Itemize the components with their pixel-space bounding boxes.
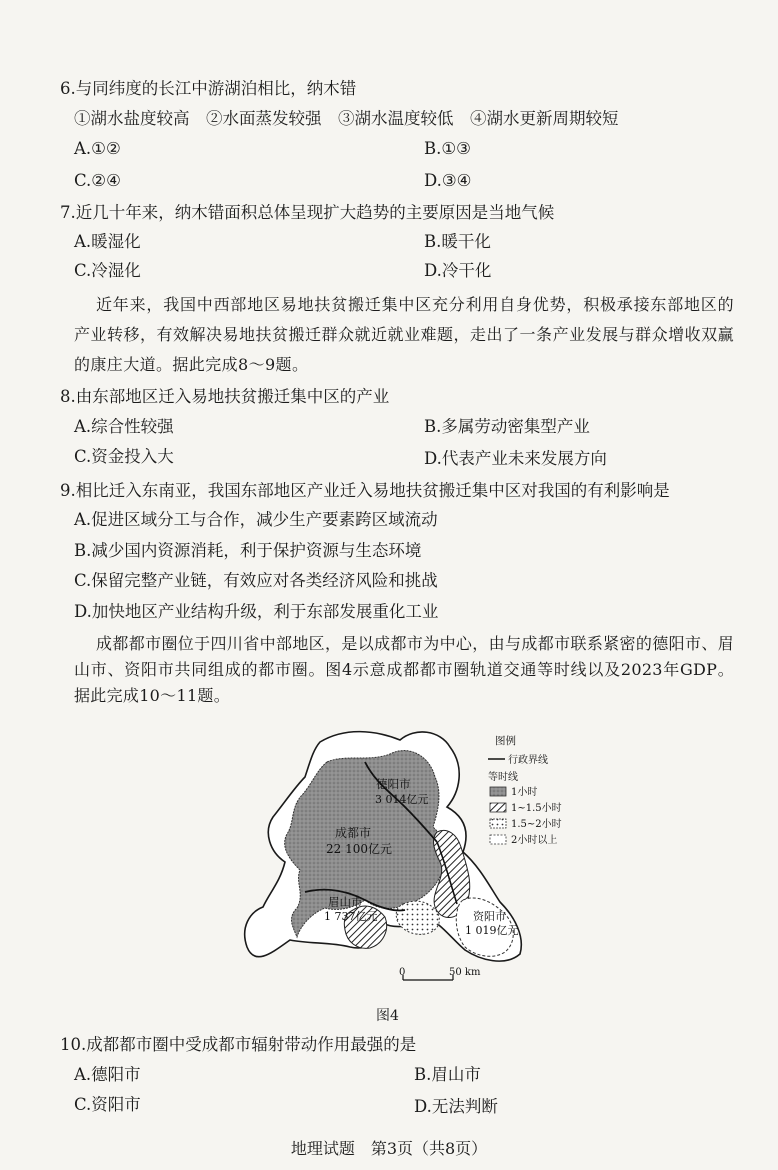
- q10-option-a: A.德阳市: [74, 1065, 141, 1084]
- scale-label-0: 0: [399, 967, 406, 978]
- q7-option-a: A.暖湿化: [74, 232, 141, 251]
- page-footer: 地理试题 第3页（共8页）: [290, 1139, 488, 1158]
- q6-option-c: C.②④: [74, 171, 121, 190]
- q6-option-b: B.①③: [424, 139, 471, 158]
- scale-label-50: 50 km: [449, 967, 481, 978]
- legend-title: 图例: [495, 735, 516, 747]
- label-ziyang-gdp: 1 019亿元: [465, 924, 519, 937]
- q7-option-c: C.冷湿化: [74, 261, 141, 280]
- label-deyang: 德阳市: [376, 777, 411, 791]
- q8-option-b: B.多属劳动密集型产业: [424, 417, 590, 436]
- passage-2: 成都都市圈位于四川省中部地区，是以成都市为中心，由与成都市联系紧密的德阳市、眉山市、资阳市共同组成的都市圈。图4示意成都都市圈轨道交通等时线以及2023年GDP。据此完成10～11题。: [74, 634, 734, 705]
- q6-stem: 6.与同纬度的长江中游湖泊相比，纳木错: [60, 79, 357, 98]
- chengdu-metro-map: [225, 722, 595, 992]
- q10-stem: 10.成都都市圈中受成都市辐射带动作用最强的是: [60, 1035, 417, 1054]
- q8-stem: 8.由东部地区迁入易地扶贫搬迁集中区的产业: [60, 387, 390, 406]
- q7-stem: 7.近几十年来，纳木错面积总体呈现扩大趋势的主要原因是当地气候: [60, 203, 555, 222]
- label-chengdu-gdp: 22 100亿元: [326, 842, 392, 856]
- passage-1: 近年来，我国中西部地区易地扶贫搬迁集中区充分利用自身优势，积极承接东部地区的产业转移，有效解决易地扶贫搬迁群众就近就业难题，走出了一条产业发展与群众增收双赢的康庄大道。据此完成8～9题。: [74, 295, 734, 374]
- legend-1.5-2h-swatch: [490, 819, 506, 828]
- legend-1-1.5h-swatch: [490, 803, 506, 812]
- label-meishan-gdp: 1 737亿元: [324, 910, 378, 923]
- q9-option-a: A.促进区域分工与合作，减少生产要素跨区域流动: [74, 510, 438, 529]
- q6-option-d: D.③④: [424, 171, 472, 190]
- legend-2h-label: 2小时以上: [511, 835, 558, 846]
- q8-option-d: D.代表产业未来发展方向: [424, 449, 607, 468]
- q8-option-c: C.资金投入大: [74, 447, 174, 466]
- q9-option-d: D.加快地区产业结构升级，利于东部发展重化工业: [74, 602, 439, 621]
- q10-option-c: C.资阳市: [74, 1095, 141, 1114]
- q9-option-b: B.减少国内资源消耗，利于保护资源与生态环境: [74, 541, 422, 560]
- legend-2h-swatch: [490, 835, 506, 844]
- map-legend: [488, 734, 562, 846]
- legend-1h-label: 1小时: [511, 787, 538, 798]
- legend-1-1.5h-label: 1~1.5小时: [511, 803, 562, 814]
- q9-option-c: C.保留完整产业链，有效应对各类经济风险和挑战: [74, 571, 438, 590]
- legend-1.5-2h-label: 1.5~2小时: [511, 819, 562, 830]
- q6-items: ①湖水盐度较高 ②水面蒸发较强 ③湖水温度较低 ④湖水更新周期较短: [74, 109, 619, 128]
- q7-option-b: B.暖干化: [424, 232, 491, 251]
- label-deyang-gdp: 3 014亿元: [375, 793, 429, 806]
- figure-caption: 图4: [376, 1008, 399, 1024]
- legend-isochrone-title: 等时线: [488, 772, 518, 783]
- q6-option-a: A.①②: [74, 139, 121, 158]
- q10-option-d: D.无法判断: [414, 1097, 498, 1116]
- q7-option-d: D.冷干化: [424, 261, 492, 280]
- label-chengdu: 成都市: [335, 826, 372, 840]
- legend-1h-swatch: [490, 787, 506, 796]
- q10-option-b: B.眉山市: [414, 1065, 481, 1084]
- label-meishan: 眉山市: [328, 895, 363, 909]
- legend-admin-label: 行政界线: [508, 755, 548, 766]
- q8-option-a: A.综合性较强: [74, 417, 174, 436]
- q9-stem: 9.相比迁入东南亚，我国东部地区产业迁入易地扶贫搬迁集中区对我国的有利影响是: [60, 481, 670, 500]
- label-ziyang: 资阳市: [473, 910, 506, 923]
